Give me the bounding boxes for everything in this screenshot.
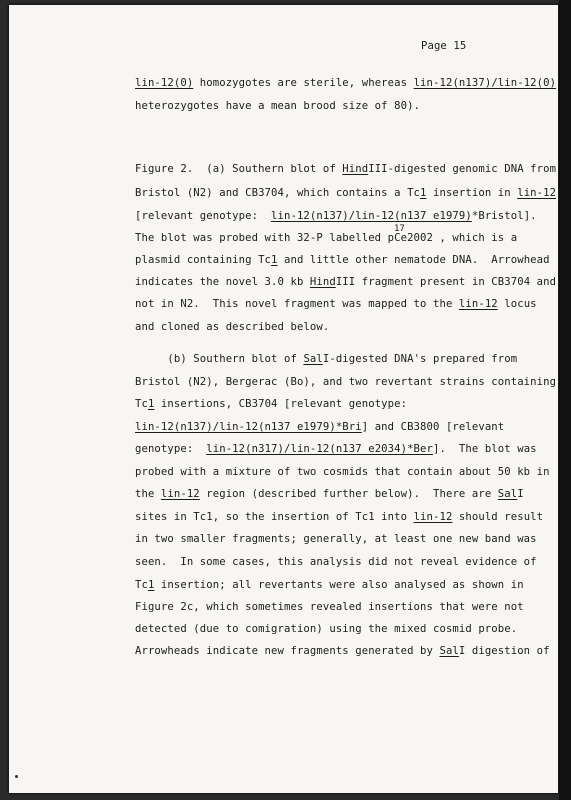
text-segment: probed with a mixture of two cosmids that contain about 50 kb in bbox=[135, 466, 550, 478]
text-line bbox=[135, 556, 537, 568]
text-segment: in two smaller fragments; generally, at least one new band was bbox=[135, 533, 537, 545]
text-segment: seen. In some cases, this analysis did not reveal evidence of bbox=[135, 556, 537, 568]
text-segment: insertion in bbox=[426, 187, 518, 199]
text-segment: indicates the novel 3.0 kb bbox=[135, 276, 310, 288]
text-segment: [relevant genotype: bbox=[135, 210, 272, 222]
text-line bbox=[135, 376, 556, 388]
text-line bbox=[135, 623, 517, 635]
text-line bbox=[135, 321, 329, 333]
text-segment: ]. The blot was bbox=[433, 443, 537, 455]
text-segment: (b) Southern blot of bbox=[135, 353, 304, 365]
underlined-term: Sal bbox=[439, 645, 459, 657]
underlined-term: Sal bbox=[303, 353, 323, 365]
text-segment: III fragment present in CB3704 and bbox=[335, 276, 557, 288]
text-line bbox=[135, 210, 537, 222]
text-segment: Figure 2. (a) Southern blot of bbox=[135, 163, 343, 175]
document-page bbox=[8, 4, 559, 794]
underlined-term: lin-12(n317)/lin-12(n137 e2034)*Ber bbox=[206, 443, 433, 455]
text-line bbox=[135, 254, 550, 266]
text-segment: insertion; all revertants were also analysed as shown in bbox=[154, 579, 524, 591]
text-line bbox=[135, 488, 524, 500]
text-segment: locus bbox=[497, 298, 537, 310]
text-line bbox=[135, 398, 407, 410]
underlined-term: lin-12 bbox=[160, 488, 200, 500]
text-line bbox=[135, 466, 550, 478]
text-segment: not in N2. This novel fragment was mapped to the bbox=[135, 298, 459, 310]
text-segment: detected (due to comigration) using the mixed cosmid probe. bbox=[135, 623, 518, 635]
page-number: Page 15 bbox=[421, 40, 467, 52]
text-segment: The blot was probed with 32-P labelled pCe2002 , which is a bbox=[135, 232, 518, 244]
text-segment: sites in Tc1, so the insertion of Tc1 into bbox=[135, 511, 414, 523]
underlined-term: 1 bbox=[271, 254, 278, 266]
text-line bbox=[135, 298, 537, 310]
text-segment: Arrowheads indicate new fragments generated by bbox=[135, 645, 440, 657]
text-segment: I-digested DNA's prepared from bbox=[322, 353, 518, 365]
underlined-term: 1 bbox=[420, 187, 427, 199]
underlined-term: lin-12(n137)/lin-12(n137 e1979) bbox=[271, 210, 472, 222]
text-line bbox=[135, 533, 537, 545]
text-line bbox=[135, 100, 420, 112]
text-line bbox=[135, 443, 537, 455]
text-segment: should result bbox=[452, 511, 544, 523]
underlined-term: lin-12(n137)/lin-12(n137 e1979)*Bri bbox=[135, 421, 362, 433]
text-line bbox=[135, 163, 556, 175]
text-line bbox=[135, 645, 550, 657]
underlined-term: lin-12 bbox=[458, 298, 498, 310]
text-segment: I digestion of bbox=[458, 645, 550, 657]
text-segment: genotype: bbox=[135, 443, 207, 455]
text-line bbox=[135, 187, 556, 199]
underlined-term: 1 bbox=[147, 398, 155, 410]
text-line bbox=[135, 353, 517, 365]
underlined-term: 1 bbox=[147, 579, 155, 591]
text-segment: the bbox=[135, 488, 161, 500]
text-segment: and little other nematode DNA. Arrowhead bbox=[277, 254, 550, 266]
underlined-term: lin-12 bbox=[517, 187, 557, 199]
text-segment: I bbox=[517, 488, 524, 500]
text-segment: Bristol (N2), Bergerac (Bo), and two revertant strains containing bbox=[135, 376, 557, 388]
text-line bbox=[135, 511, 543, 523]
text-segment: Bristol (N2) and CB3704, which contains a Tc bbox=[135, 187, 421, 199]
text-segment: Tc bbox=[135, 398, 148, 410]
text-segment: ] and CB3800 [relevant bbox=[361, 421, 505, 433]
underlined-term: Hind bbox=[342, 163, 369, 175]
text-segment: heterozygotes have a mean brood size of 80). bbox=[135, 100, 421, 112]
text-segment: *Bristol]. bbox=[471, 210, 537, 222]
text-line bbox=[135, 579, 524, 591]
underlined-term: Hind bbox=[309, 276, 336, 288]
underlined-term: Sal bbox=[497, 488, 518, 500]
text-line bbox=[135, 77, 556, 89]
text-line bbox=[135, 601, 524, 613]
scan-border bbox=[559, 0, 571, 800]
text-segment: III-digested genomic DNA from bbox=[368, 163, 557, 175]
text-line bbox=[135, 421, 504, 433]
underlined-term: lin-12 bbox=[413, 511, 453, 523]
text-segment: and cloned as described below. bbox=[135, 321, 330, 333]
scan-speck bbox=[15, 775, 18, 778]
text-line bbox=[135, 232, 517, 244]
underlined-term: lin-12(0) bbox=[135, 77, 194, 89]
text-line bbox=[135, 276, 556, 288]
text-segment: Figure 2c, which sometimes revealed insertions that were not bbox=[135, 601, 524, 613]
handwritten-annotation: 17 bbox=[394, 224, 405, 234]
text-segment: plasmid containing Tc bbox=[135, 254, 272, 266]
text-segment: homozygotes are sterile, whereas bbox=[193, 77, 414, 89]
text-segment: region (described further below). There are bbox=[199, 488, 498, 500]
text-segment: Tc bbox=[135, 579, 148, 591]
text-segment: insertions, CB3704 [relevant genotype: bbox=[154, 398, 408, 410]
underlined-term: lin-12(n137)/lin-12(0) bbox=[413, 77, 557, 89]
